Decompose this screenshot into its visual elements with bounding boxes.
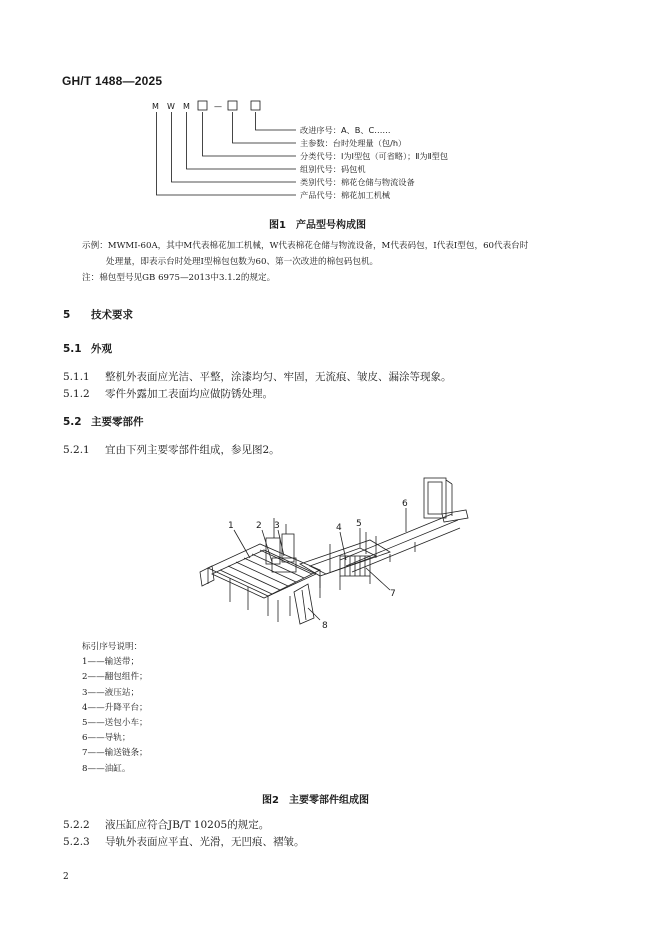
- clause-5-1-2: 5.1.2 零件外露加工表面均应做防锈处理。: [63, 388, 273, 400]
- label-category: 类别代号：棉花仓储与物流设备: [300, 177, 415, 187]
- code-box-main-param: [228, 101, 237, 110]
- legend-item: 4——升降平台；: [82, 702, 148, 713]
- standard-code: GH/T 1488—2025: [62, 74, 163, 88]
- label-group: 组别代号：码包机: [300, 164, 366, 174]
- label-main-param: 主参数：台时处理量（包/h）: [300, 138, 407, 148]
- example-line-1: 示例：MWMⅠ-60A，其中M代表棉花加工机械，W代表棉花仓储与物流设备，M代表码包，Ⅰ代表Ⅰ型包，60代表台时: [82, 241, 529, 251]
- callout-7: 7: [390, 589, 396, 599]
- legend-item: 3——液压站；: [82, 687, 140, 698]
- callout-8: 8: [322, 621, 328, 631]
- clause-5-2-3: 5.2.3 导轨外表面应平直、光滑，无凹痕、褶皱。: [63, 836, 305, 848]
- page-number: 2: [63, 872, 69, 882]
- section-5-2-heading: 5.2 主要零部件: [63, 416, 144, 428]
- section-5-heading: 5 技术要求: [63, 309, 133, 321]
- code-letter-w: W: [167, 102, 175, 111]
- code-box-classification: [198, 101, 207, 110]
- legend-item: 6——导轨；: [82, 733, 131, 744]
- legend-item: 2——翻包组件；: [82, 672, 148, 683]
- figure2-caption: 图2 主要零部件组成图: [262, 795, 369, 806]
- code-dash: —: [214, 102, 222, 111]
- machine-drawing: [190, 472, 480, 642]
- label-classification: 分类代号：Ⅰ为Ⅰ型包（可省略）；Ⅱ为Ⅱ型包: [300, 151, 448, 161]
- example-line-2: 处理量，即表示台时处理Ⅰ型棉包包数为60、第一次改进的棉包码包机。: [106, 257, 379, 267]
- clause-5-2-1: 5.2.1 宜由下列主要零部件组成，参见图2。: [63, 444, 280, 456]
- clause-5-2-2: 5.2.2 液压缸应符合JB/T 10205的规定。: [63, 819, 270, 831]
- legend-item: 8——油缸。: [82, 763, 131, 774]
- legend: [82, 640, 148, 777]
- callout-4: 4: [336, 523, 342, 533]
- callout-2: 2: [256, 521, 262, 531]
- model-composition-diagram: [150, 98, 510, 206]
- legend-item: 1——输送带；: [82, 657, 140, 668]
- label-improvement-no: 改进序号：A、B、C……: [300, 125, 391, 135]
- callout-1: 1: [228, 521, 234, 531]
- callout-5: 5: [356, 519, 362, 529]
- legend-item: 7——输送链条；: [82, 748, 148, 759]
- legend-title: 标引序号说明：: [82, 642, 143, 652]
- clause-5-1-1: 5.1.1 整机外表面应光洁、平整，涂漆均匀、牢固，无流痕、皱皮、漏涂等现象。: [63, 371, 452, 383]
- callout-6: 6: [402, 499, 408, 509]
- callout-3: 3: [274, 521, 280, 531]
- section-5-1-heading: 5.1 外观: [63, 343, 112, 355]
- code-letter-m1: M: [152, 102, 159, 111]
- note-line: 注：棉包型号见GB 6975—2013中3.1.2的规定。: [82, 273, 276, 283]
- code-letter-m2: M: [183, 102, 190, 111]
- code-box-improvement: [251, 101, 260, 110]
- legend-item: 5——送包小车；: [82, 718, 148, 729]
- figure1-caption: 图1 产品型号构成图: [269, 220, 366, 231]
- label-product: 产品代号：棉花加工机械: [300, 190, 391, 200]
